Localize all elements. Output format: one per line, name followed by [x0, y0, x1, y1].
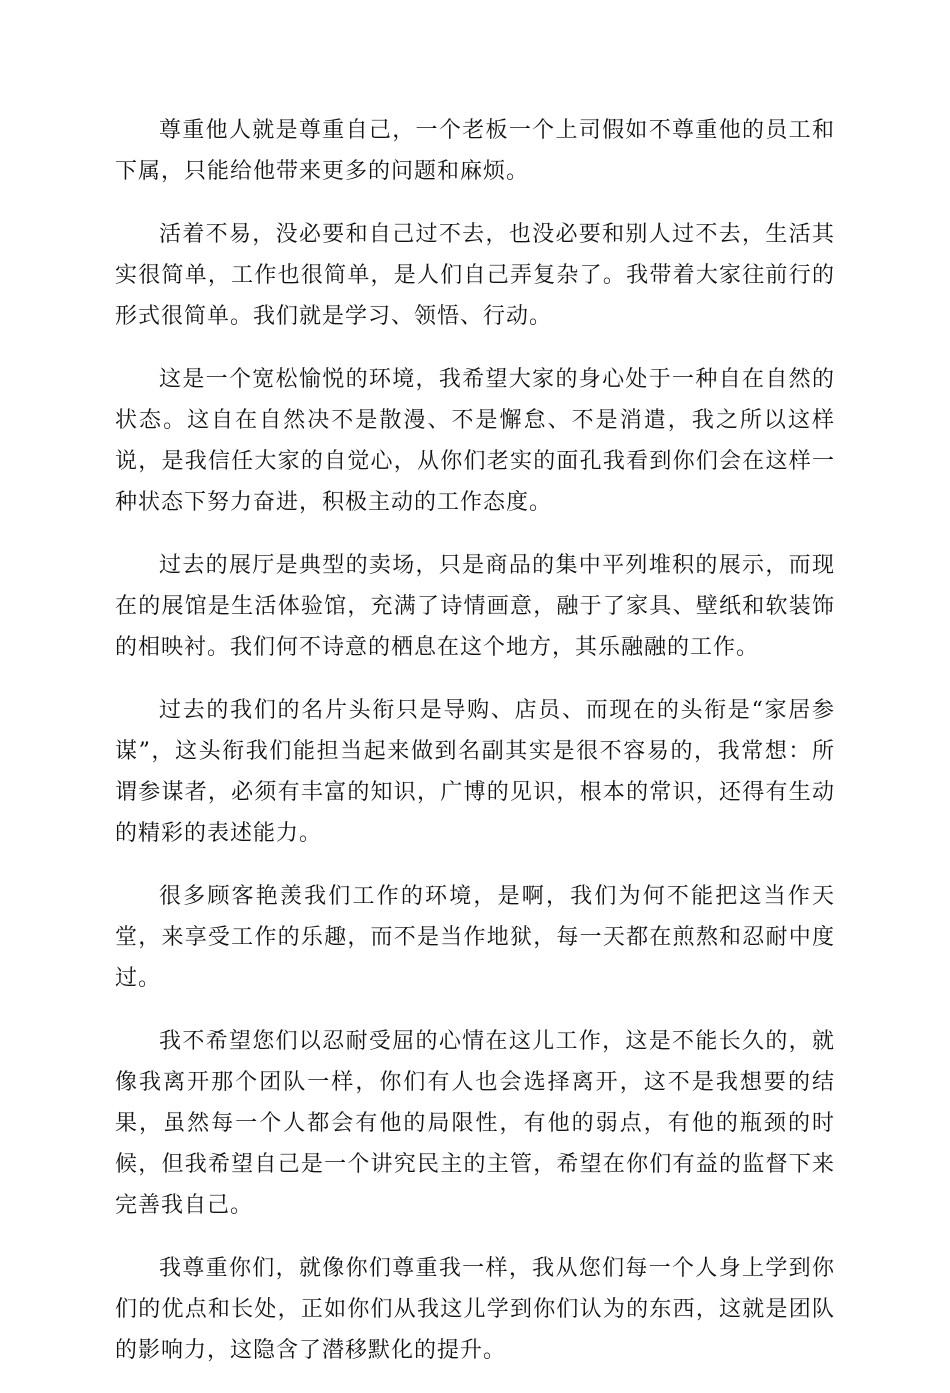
paragraph-3: 这是一个宽松愉悦的环境，我希望大家的身心处于一种自在自然的状态。这自在自然决不是散漫、不是懈怠、不是消遣，我之所以这样说，是我信任大家的自觉心，从你们老实的面孔我看到你们会在这样一种状态下努力奋进，积极主动的工作态度。: [115, 367, 835, 515]
document-body: [115, 110, 835, 1393]
paragraph-8: 我尊重你们，就像你们尊重我一样，我从您们每一个人身上学到你们的优点和长处，正如你们从我这儿学到你们认为的东西，这就是团队的影响力，这隐含了潜移默化的提升。: [115, 1256, 835, 1363]
paragraph-4: 过去的展厅是典型的卖场，只是商品的集中平列堆积的展示，而现在的展馆是生活体验馆，充满了诗情画意，融于了家具、壁纸和软装饰的相映衬。我们何不诗意的栖息在这个地方，其乐融融的工作。: [115, 553, 835, 660]
paragraph-5: 过去的我们的名片头衔只是导购、店员、而现在的头衔是“家居参谋”，这头衔我们能担当起来做到名副其实是很不容易的，我常想：所谓参谋者，必须有丰富的知识，广博的见识，根本的常识，还得有生动的精彩的表述能力。: [115, 698, 835, 846]
paragraph-2: 活着不易，没必要和自己过不去，也没必要和别人过不去，生活其实很简单，工作也很简单，是人们自己弄复杂了。我带着大家往前行的形式很简单。我们就是学习、领悟、行动。: [115, 222, 835, 329]
paragraph-1: 尊重他人就是尊重自己，一个老板一个上司假如不尊重他的员工和下属，只能给他带来更多的问题和麻烦。: [115, 118, 835, 184]
paragraph-6: 很多顾客艳羡我们工作的环境，是啊，我们为何不能把这当作天堂，来享受工作的乐趣，而不是当作地狱，每一天都在煎熬和忍耐中度过。: [115, 884, 835, 991]
paragraph-7: 我不希望您们以忍耐受屈的心情在这儿工作，这是不能长久的，就像我离开那个团队一样，你们有人也会选择离开，这不是我想要的结果，虽然每一个人都会有他的局限性，有他的弱点，有他的瓶颈的时候，但我希望自己是一个讲究民主的主管，希望在你们有益的监督下来完善我自己。: [115, 1029, 835, 1218]
